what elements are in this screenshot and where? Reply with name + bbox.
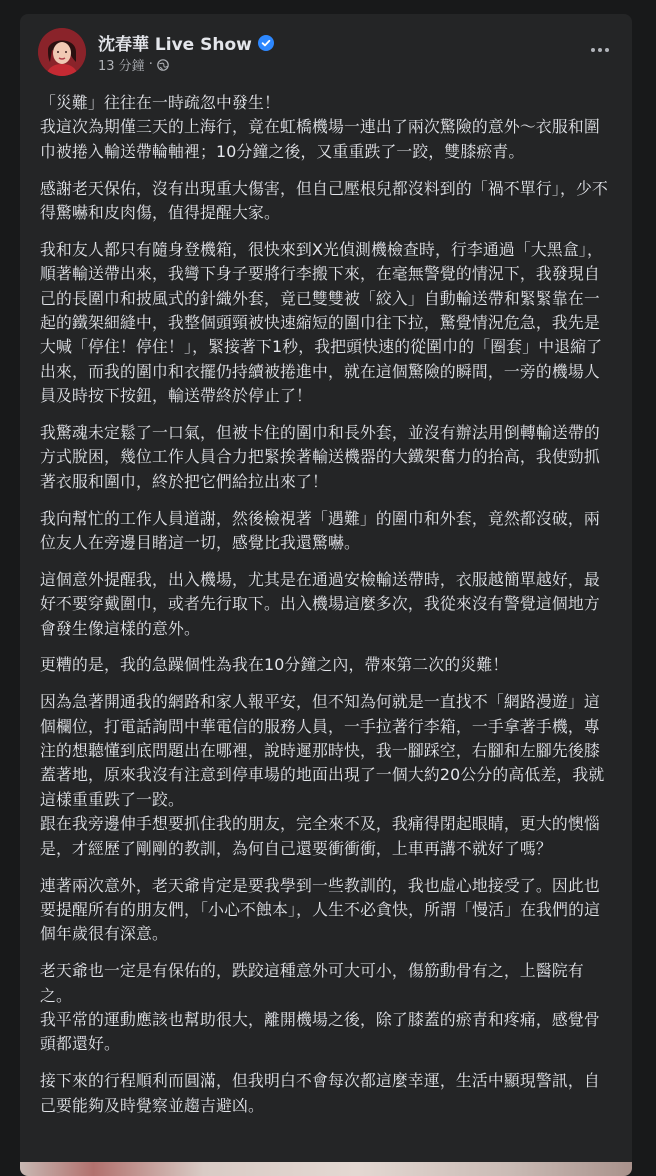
post-body xyxy=(40,91,615,1118)
more-options-icon[interactable] xyxy=(586,40,614,60)
post-paragraph: 這個意外提醒我，出入機場，尤其是在通過安檢輸送帶時，衣服越簡單越好，最好不要穿戴圍巾，或者先行取下。出入機場這麼多次，我從來沒有警覺這個地方會發生像這樣的意外。 xyxy=(40,569,600,638)
post-photo[interactable] xyxy=(20,1162,632,1176)
author-name[interactable] xyxy=(98,30,274,55)
post-paragraph: 「災難」往往在一時疏忽中發生！ 我這次為期僅三天的上海行，竟在虹橋機場一連出了兩次驚險的意外～衣服和圍巾被捲入輸送帶輪軸裡；10分鐘之後，又重重跌了一跤，雙膝瘀青。 xyxy=(40,93,600,161)
post-paragraph: 因為急著開通我的網路和家人報平安，但不知為何就是一直找不「網路漫遊」這個欄位，打電話詢問中華電信的服務人員，一手拉著行李箱，一手拿著手機，專注的想聽懂到底問題出在哪裡，說時遲那時快，我一腳踩空，右腳和左腳先後膝蓋著地，原來我沒有注意到停車場的地面出現了一個大約20公分的高低差，我就這樣重重跌了一跤。 跟在我旁邊伸手想要抓住我的朋友，完全來不及，我痛得閉起眼睛，更大的懊惱是，才經歷了剛剛的教訓，為何自己還要衝衝衝，上車再講不就好了嗎？ xyxy=(40,692,605,858)
post-paragraph: 我驚魂未定鬆了一口氣，但被卡住的圍巾和長外套，並沒有辦法用倒轉輸送帶的方式脫困，幾位工作人員合力把緊挨著輸送機器的大鐵架奮力的抬高，我使勁抓著衣服和圍巾，終於把它們給拉出來了！ xyxy=(40,423,600,491)
post-paragraph: 接下來的行程順利而圓滿，但我明白不會每次都這麼幸運，生活中顯現警訊，自己要能夠及時覺察並趨吉避凶。 xyxy=(40,1071,600,1115)
post-paragraph: 我向幫忙的工作人員道謝，然後檢視著「遇難」的圍巾和外套，竟然都沒破，兩位友人在旁邊目睹這一切，感覺比我還驚嚇。 xyxy=(40,508,600,553)
post-paragraph: 更糟的是，我的急躁個性為我在10分鐘之內，帶來第二次的災難！ xyxy=(40,655,509,675)
meta-separator: · xyxy=(148,57,153,72)
post-meta xyxy=(98,55,169,74)
globe-icon[interactable] xyxy=(157,59,169,71)
post-paragraph: 感謝老天保佑，沒有出現重大傷害，但自己壓根兒都沒料到的「禍不單行」，少不得驚嚇和皮肉傷，值得提醒大家。 xyxy=(40,178,608,223)
post-paragraph: 我和友人都只有隨身登機箱，很快來到X光偵測機檢查時，行李通過「大黑盒」，順著輸送帶出來，我彎下身子要將行李搬下來，在毫無警覺的情況下，我發現自己的長圍巾和披風式的針織外套，竟已雙雙被「絞入」自動輸送帶和緊緊靠在一起的鐵架細縫中，我整個頭頸被快速縮短的圍巾往下拉，驚覺情況危急，我先是大喊「停住！停住！」，緊接著下1秒，我把頭快速的從圍巾的「圈套」中退縮了出來，而我的圍巾和衣擺仍持續被捲進中，就在這個驚險的瞬間，一旁的機場人員及時按下按鈕，輸送帶終於停止了！ xyxy=(40,239,604,406)
avatar-image xyxy=(38,28,86,76)
author-name-text[interactable]: 沈春華 Live Show xyxy=(98,35,252,55)
post-paragraph: 連著兩次意外，老天爺肯定是要我學到一些教訓的，我也虛心地接受了。因此也要提醒所有的朋友們，「小心不蝕本」，人生不必貪快，所謂「慢活」在我們的這個年歲很有深意。 xyxy=(40,875,601,944)
avatar[interactable] xyxy=(38,28,86,76)
verified-badge-icon xyxy=(258,35,274,51)
post-card xyxy=(20,14,632,1176)
post-header xyxy=(38,28,614,78)
post-paragraph: 老天爺也一定是有保佑的，跌跤這種意外可大可小，傷筋動骨有之，上醫院有之。 我平常的運動應該也幫助很大，離開機場之後，除了膝蓋的瘀青和疼痛，感覺骨頭都還好。 xyxy=(40,961,600,1054)
post-timestamp[interactable]: 13 分鐘 xyxy=(98,59,145,74)
